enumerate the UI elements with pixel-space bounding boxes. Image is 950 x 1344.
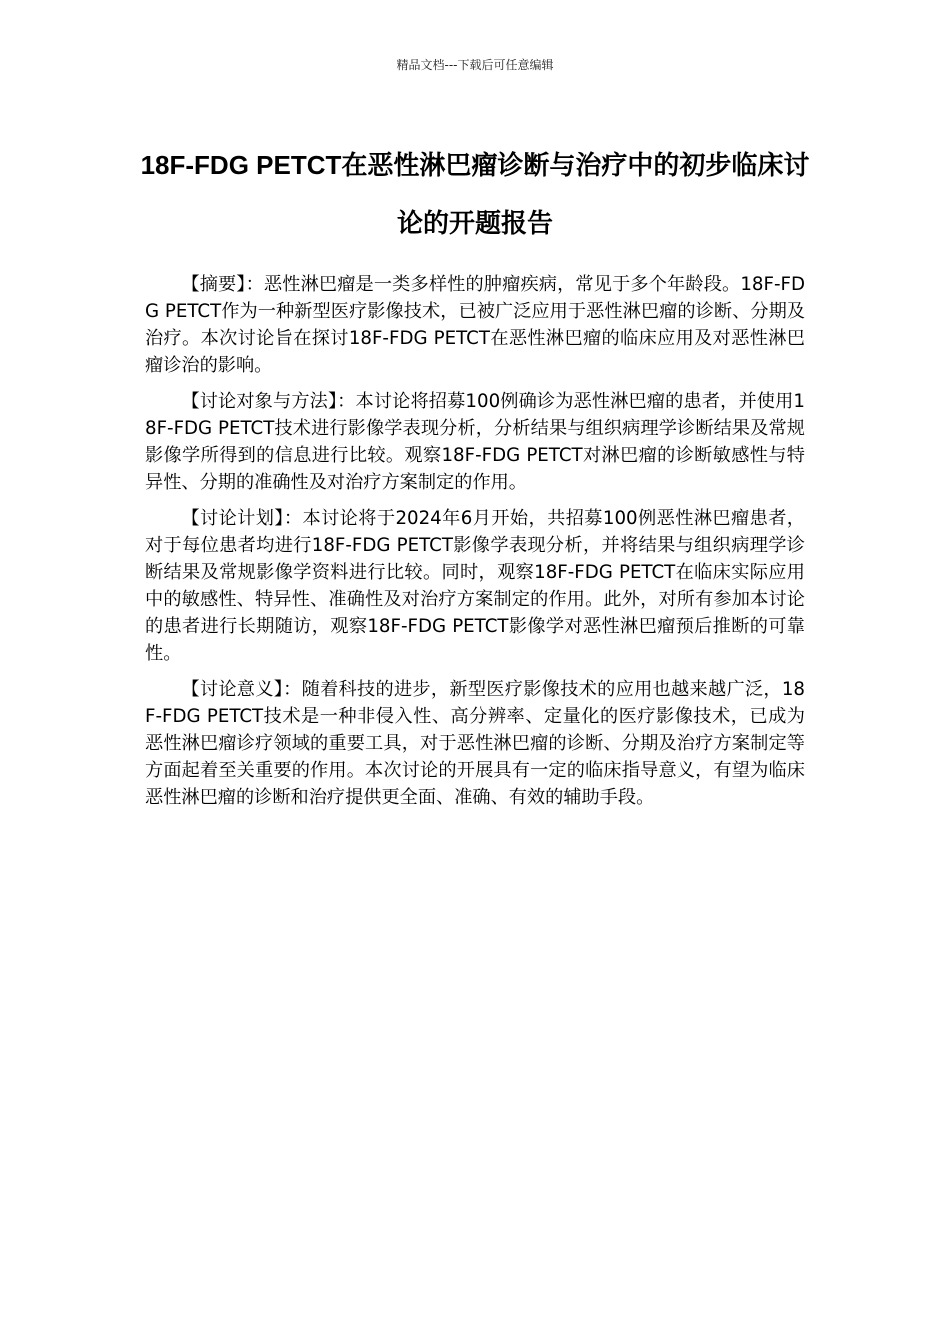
paragraph-abstract: 【摘要】：恶性淋巴瘤是一类多样性的肿瘤疾病，常见于多个年龄段。18F-FDG PETCT作为一种新型医疗影像技术，已被广泛应用于恶性淋巴瘤的诊断、分期及治疗。本次讨论旨在探讨18F-FDG PETCT在恶性淋巴瘤的临床应用及对恶性淋巴瘤诊治的影响。: [145, 274, 805, 376]
header-note: 精品文档---下载后可任意编辑: [396, 58, 554, 72]
document-title: 18F-FDG PETCT在恶性淋巴瘤诊断与治疗中的初步临床讨论的开题报告: [140, 150, 810, 238]
paragraph-subjects-methods: 【讨论对象与方法】：本讨论将招募100例确诊为恶性淋巴瘤的患者，并使用18F-FDG PETCT技术进行影像学表现分析，分析结果与组织病理学诊断结果及常规影像学所得到的信息进行比较。观察18F-FDG PETCT对淋巴瘤的诊断敏感性与特异性、分期的准确性及对治疗方案制定的作用。: [145, 391, 805, 493]
document-body: [145, 271, 805, 820]
paragraph-plan: 【讨论计划】：本讨论将于2024年6月开始，共招募100例恶性淋巴瘤患者，对于每位患者均进行18F-FDG PETCT影像学表现分析，并将结果与组织病理学诊断结果及常规影像学资料进行比较。同时，观察18F-FDG PETCT在临床实际应用中的敏感性、特异性、准确性及对治疗方案制定的作用。此外，对所有参加本讨论的患者进行长期随访，观察18F-FDG PETCT影像学对恶性淋巴瘤预后推断的可靠性。: [145, 508, 805, 664]
paragraph-significance: 【讨论意义】：随着科技的进步，新型医疗影像技术的应用也越来越广泛，18F-FDG PETCT技术是一种非侵入性、高分辨率、定量化的医疗影像技术，已成为恶性淋巴瘤诊疗领域的重要工具，对于恶性淋巴瘤的诊断、分期及治疗方案制定等方面起着至关重要的作用。本次讨论的开展具有一定的临床指导意义，有望为临床恶性淋巴瘤的诊断和治疗提供更全面、准确、有效的辅助手段。: [145, 679, 805, 808]
